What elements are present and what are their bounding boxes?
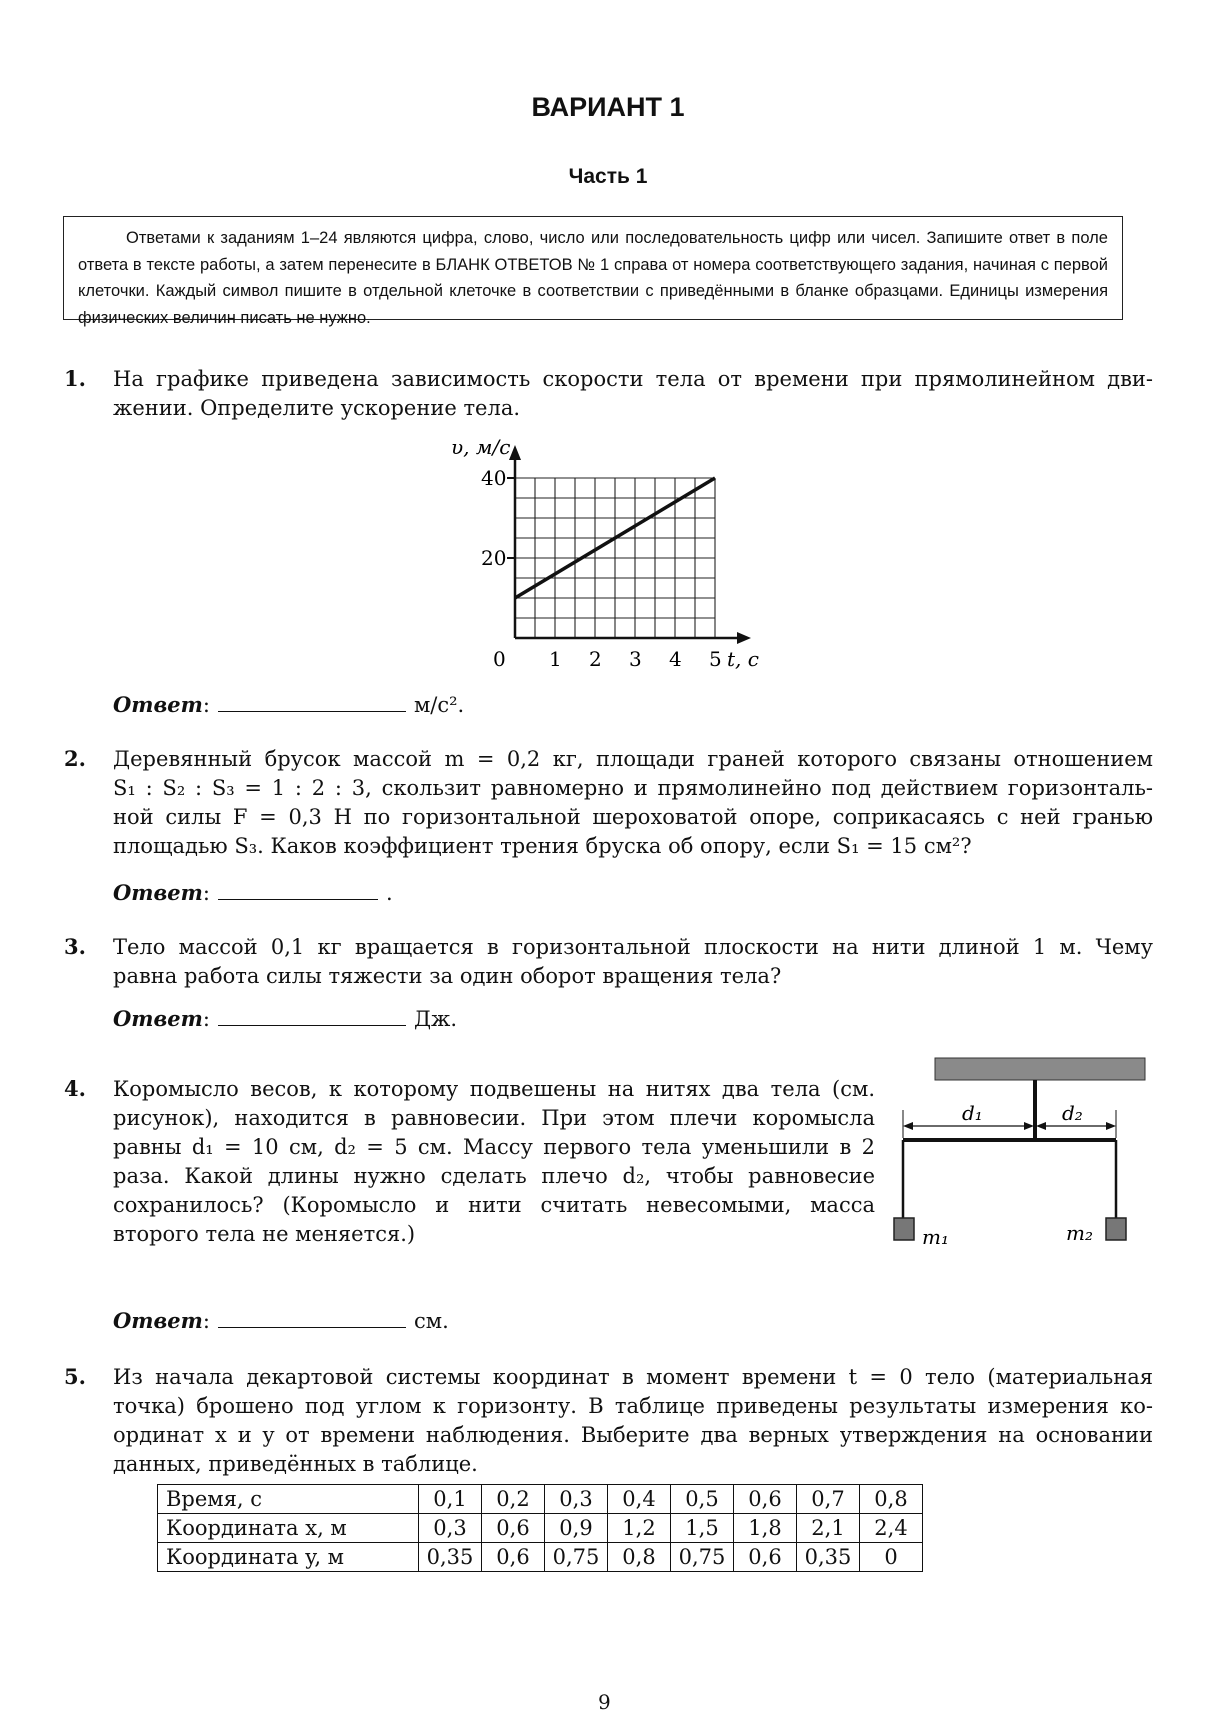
answer-label: Ответ — [113, 1308, 203, 1333]
answer-input-1[interactable] — [218, 710, 406, 712]
table-cell: 0,3 — [419, 1514, 482, 1543]
ceiling — [935, 1058, 1145, 1080]
table-cell: 1,8 — [734, 1514, 797, 1543]
x-tick-label: 3 — [629, 647, 642, 671]
table-cell: 0,6 — [734, 1543, 797, 1572]
table-cell: 0,6 — [482, 1543, 545, 1572]
table-cell: 0,75 — [545, 1543, 608, 1572]
question-number: 4. — [64, 1076, 86, 1101]
table-cell: 0,1 — [419, 1485, 482, 1514]
table-row — [158, 1514, 923, 1543]
text-line: Деревянный брусок массой m = 0,2 кг, площади граней которого связаны отношением — [113, 747, 1153, 771]
question-2-text — [113, 745, 1153, 861]
table-cell: 0,4 — [608, 1485, 671, 1514]
chart-grid — [515, 478, 715, 638]
velocity-time-chart — [420, 430, 780, 675]
page-number: 9 — [598, 1690, 611, 1712]
answer-input-4[interactable] — [218, 1326, 406, 1328]
answer-input-2[interactable] — [218, 898, 378, 900]
answer-unit: . — [385, 881, 393, 905]
table-row — [158, 1485, 923, 1514]
text-line: Коромысло весов, к которому подвешены на нитях два тела (см. — [113, 1077, 875, 1101]
table-cell: 0,6 — [482, 1514, 545, 1543]
instructions-box: Ответами к заданиям 1–24 являются цифра, слово, число или последовательность цифр или чисел. Запишите ответ в поле ответа в тексте работы, а затем перенесите в БЛАНК ОТВЕТОВ № 1 справа от номера соответствующего задания, начиная с первой клеточки. Каждый символ пишите в отдельной клеточке в соответствии с приведёнными в бланке образцами. Единицы измерения физических величин писать не нужно. — [63, 216, 1123, 320]
answer-line-2: Ответ: . — [113, 880, 393, 905]
answer-line-4: Ответ: см. — [113, 1308, 449, 1333]
label-d2: d₂ — [1062, 1101, 1083, 1125]
text-line: ординат x и y от времени наблюдения. Выберите два верных утверждения на основании — [113, 1423, 1153, 1447]
table-cell: 1,2 — [608, 1514, 671, 1543]
question-number: 1. — [64, 366, 86, 391]
y-axis-label: υ, м/с — [451, 435, 511, 459]
table-row — [158, 1543, 923, 1572]
table-cell: 0,6 — [734, 1485, 797, 1514]
answer-label: Ответ — [113, 1006, 203, 1031]
chart-labels — [451, 435, 759, 671]
text-line: сохранилось? (Коромысло и нити считать невесомыми, масса — [113, 1193, 875, 1217]
table-cell: 0,8 — [608, 1543, 671, 1572]
question-number: 5. — [64, 1364, 86, 1389]
table-cell: 0,5 — [671, 1485, 734, 1514]
table-cell: 0,7 — [797, 1485, 860, 1514]
y-axis-arrow — [509, 445, 521, 460]
question-1-text — [113, 365, 1153, 423]
text-line: площадью S₃. Каков коэффициент трения бруска об опору, если S₁ = 15 см²? — [113, 834, 972, 858]
question-4-text — [113, 1075, 875, 1249]
text-line: раза. Какой длины нужно сделать плечо d₂, чтобы равновесие — [113, 1164, 875, 1188]
table-cell: 0,2 — [482, 1485, 545, 1514]
answer-label: Ответ — [113, 880, 203, 905]
table-cell: 1,5 — [671, 1514, 734, 1543]
row-header: Координата x, м — [158, 1514, 419, 1543]
question-5-text — [113, 1363, 1153, 1479]
text-line: Тело массой 0,1 кг вращается в горизонтальной плоскости на нити длиной 1 м. Чему — [113, 935, 1153, 959]
table-cell: 0,9 — [545, 1514, 608, 1543]
label-d1: d₁ — [962, 1101, 983, 1125]
x-tick-label: 0 — [493, 647, 506, 671]
text-line: равны d₁ = 10 см, d₂ = 5 см. Массу первого тела уменьшили в 2 — [113, 1135, 875, 1159]
question-number: 3. — [64, 934, 86, 959]
page-title: ВАРИАНТ 1 — [531, 92, 685, 122]
x-axis-arrow — [737, 632, 751, 644]
table-cell: 0,3 — [545, 1485, 608, 1514]
coordinates-table — [157, 1484, 923, 1572]
balance-beam-figure — [890, 1050, 1150, 1260]
table-cell: 0 — [860, 1543, 923, 1572]
answer-label: Ответ — [113, 692, 203, 717]
answer-unit: м/с². — [413, 693, 465, 717]
text-line: данных, приведённых в таблице. — [113, 1452, 478, 1476]
mass-2 — [1106, 1218, 1126, 1240]
y-tick-label: 20 — [481, 546, 507, 570]
label-m1: m₁ — [922, 1225, 949, 1249]
text-line: равна работа силы тяжести за один оборот вращения тела? — [113, 964, 782, 988]
row-header: Время, с — [158, 1485, 419, 1514]
text-line: Из начала декартовой системы координат в момент времени t = 0 тело (материальная — [113, 1365, 1153, 1389]
answer-line-1: Ответ: м/с². — [113, 692, 465, 717]
text-line: жении. Определите ускорение тела. — [113, 396, 521, 420]
text-line: точка) брошено под углом к горизонту. В таблице приведены результаты измерения ко- — [113, 1394, 1153, 1418]
text-line: второго тела не меняется.) — [113, 1222, 416, 1246]
answer-line-3: Ответ: Дж. — [113, 1006, 458, 1031]
table-cell: 2,1 — [797, 1514, 860, 1543]
table-cell: 0,8 — [860, 1485, 923, 1514]
text-line: S₁ : S₂ : S₃ = 1 : 2 : 3, скользит равномерно и прямолинейно под действием горизонталь- — [113, 776, 1153, 800]
answer-unit: см. — [413, 1309, 449, 1333]
answer-unit: Дж. — [413, 1007, 458, 1031]
answer-input-3[interactable] — [218, 1024, 406, 1026]
text-line: рисунок), находится в равновесии. При этом плечи коромысла — [113, 1106, 875, 1130]
x-tick-label: 4 — [669, 647, 682, 671]
part-title: Часть 1 — [568, 165, 648, 188]
y-tick-label: 40 — [481, 466, 507, 490]
mass-1 — [894, 1218, 914, 1240]
x-axis-label: t, с — [727, 647, 759, 671]
text-line: ной силы F = 0,3 Н по горизонтальной шероховатой опоре, соприкасаясь с ней гранью — [113, 805, 1153, 829]
label-m2: m₂ — [1066, 1221, 1093, 1245]
table-cell: 0,35 — [797, 1543, 860, 1572]
question-number: 2. — [64, 746, 86, 771]
x-tick-label: 1 — [549, 647, 562, 671]
row-header: Координата y, м — [158, 1543, 419, 1572]
x-tick-label: 2 — [589, 647, 602, 671]
table-cell: 2,4 — [860, 1514, 923, 1543]
question-3-text — [113, 933, 1153, 991]
text-line: На графике приведена зависимость скорости тела от времени при прямолинейном дви- — [113, 367, 1153, 391]
table-cell: 0,75 — [671, 1543, 734, 1572]
chart-axes — [507, 445, 751, 644]
x-tick-label: 5 — [709, 647, 722, 671]
table-cell: 0,35 — [419, 1543, 482, 1572]
